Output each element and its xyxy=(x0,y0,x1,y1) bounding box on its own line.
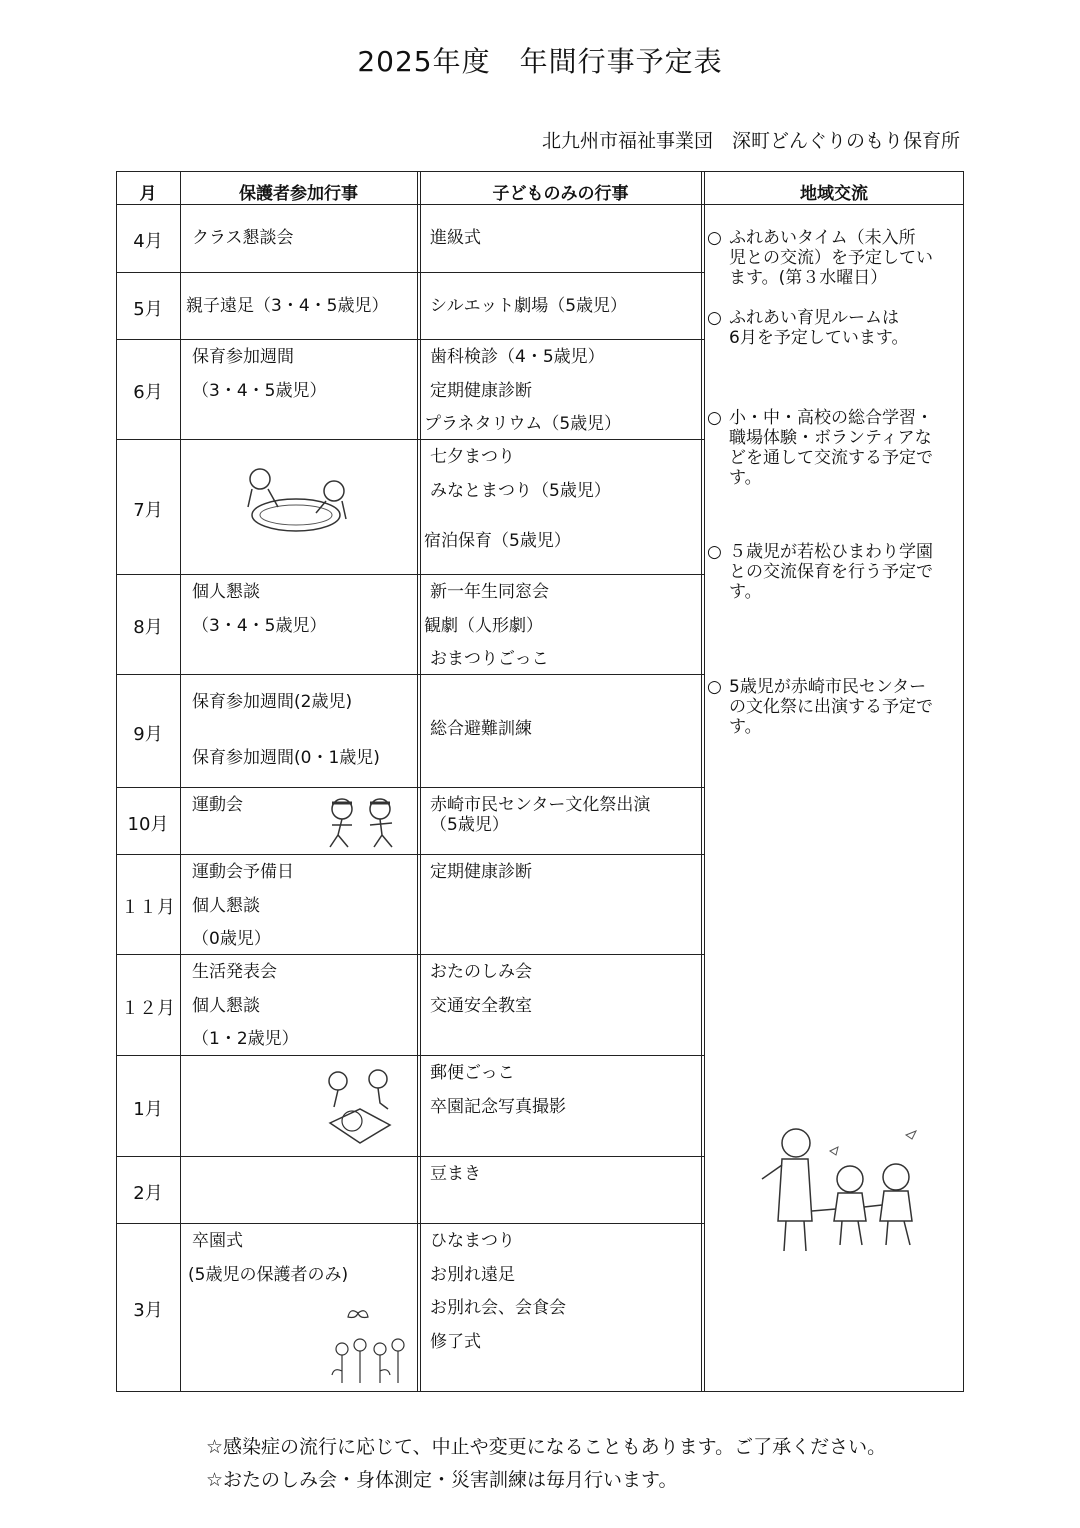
month-label: 9月 xyxy=(133,723,163,745)
parent-event: 保育参加週間 xyxy=(192,347,294,367)
parent-column-divider xyxy=(417,171,418,1392)
parent-event: (5歳児の保護者のみ) xyxy=(188,1264,349,1285)
child-event: 定期健康診断 xyxy=(430,380,532,401)
child-event: 宿泊保育（5歳児） xyxy=(424,531,571,551)
month-label: 2月 xyxy=(133,1182,163,1204)
community-column-divider xyxy=(704,171,705,1392)
child-event: 定期健康診断 xyxy=(430,862,532,882)
child-event: ひなまつり xyxy=(430,1231,515,1251)
parent-event: 運動会予備日 xyxy=(192,862,294,882)
month-label: 8月 xyxy=(133,617,163,638)
organization-name: 北九州市福祉事業団 深町どんぐりのもり保育所 xyxy=(541,130,960,152)
row-divider xyxy=(116,439,704,440)
tulips-butterfly-illustration xyxy=(328,1305,410,1385)
month-label: 6月 xyxy=(133,382,163,403)
new-year-children-illustration xyxy=(316,1063,396,1155)
parent-event: 個人懇談 xyxy=(192,995,260,1016)
child-event: 七夕まつり xyxy=(430,447,515,467)
row-divider xyxy=(116,574,704,575)
child-event: プラネタリウム（5歳児） xyxy=(424,414,622,434)
parent-event: （3・4・5歳児） xyxy=(192,615,327,636)
child-event: 歯科検診（4・5歳児） xyxy=(430,347,605,367)
parent-event: 保育参加週間(0・1歳児) xyxy=(192,748,380,768)
parent-event: （1・2歳児） xyxy=(192,1029,299,1049)
child-event: 観劇（人形劇） xyxy=(424,615,543,636)
child-event: シルエット劇場（5歳児） xyxy=(430,296,628,316)
child-event: お別れ遠足 xyxy=(430,1264,515,1285)
month-label: １２月 xyxy=(121,997,175,1019)
header-parent-events: 保護者参加行事 xyxy=(239,184,358,204)
header-community: 地域交流 xyxy=(800,184,868,204)
parent-event: （0歳児） xyxy=(192,929,271,949)
parent-event: 生活発表会 xyxy=(192,962,277,982)
child-column-divider-a xyxy=(420,171,421,1392)
parent-event: 運動会 xyxy=(192,795,243,815)
teacher-and-children-illustration xyxy=(756,1121,926,1261)
month-label: 4月 xyxy=(133,231,163,252)
month-label: 5月 xyxy=(133,298,163,320)
child-event: 交通安全教室 xyxy=(430,995,532,1016)
row-divider xyxy=(116,1223,704,1224)
month-label: 10月 xyxy=(127,813,169,835)
header-child-events: 子どものみの行事 xyxy=(492,184,629,204)
page-title: 2025年度 年間行事予定表 xyxy=(357,45,723,78)
header-divider xyxy=(116,204,964,205)
parent-event: 卒園式 xyxy=(192,1231,243,1251)
community-item: ○ 5歳児が赤崎市民センター の文化祭に出演する予定で す。 xyxy=(707,677,933,737)
child-event: 新一年生同窓会 xyxy=(430,582,549,602)
child-event: 進級式 xyxy=(430,228,481,248)
children-playing-water-illustration xyxy=(238,463,348,543)
child-event: 豆まき xyxy=(430,1164,481,1184)
parent-event: 個人懇談 xyxy=(192,582,260,602)
child-column-divider-b xyxy=(701,171,702,1392)
month-label: 7月 xyxy=(133,499,163,521)
header-month: 月 xyxy=(139,184,157,204)
schedule-table xyxy=(116,171,964,1392)
month-label: 3月 xyxy=(133,1300,163,1321)
parent-event: 保育参加週間(2歳児) xyxy=(192,692,353,712)
footer-note: ☆おたのしみ会・身体測定・災害訓練は毎月行います。 xyxy=(206,1469,678,1491)
sports-day-children-illustration xyxy=(322,795,402,851)
child-event: おたのしみ会 xyxy=(430,962,532,982)
table-bottom-border xyxy=(116,1391,964,1392)
row-divider xyxy=(116,674,704,675)
community-item: ○ 小・中・高校の総合学習・ 職場体験・ボランティアな どを通して交流する予定で す。 xyxy=(707,408,933,488)
month-label: 1月 xyxy=(133,1098,163,1120)
row-divider xyxy=(116,954,704,955)
child-event: 卒園記念写真撮影 xyxy=(430,1096,566,1117)
child-event: おまつりごっこ xyxy=(430,649,549,669)
row-divider xyxy=(116,1156,704,1157)
month-column-divider xyxy=(180,171,181,1392)
row-divider xyxy=(116,272,704,273)
child-event: 修了式 xyxy=(430,1331,481,1352)
child-event: 郵便ごっこ xyxy=(430,1063,515,1083)
parent-event: 親子遠足（3・4・5歳児） xyxy=(186,296,389,316)
month-label: １１月 xyxy=(121,897,175,918)
table-left-border xyxy=(116,171,117,1392)
table-top-border xyxy=(116,171,964,172)
community-item: ○ ふれあい育児ルームは 6月を予定しています。 xyxy=(707,308,909,348)
community-item: ○ ５歳児が若松ひまわり学園 との交流保育を行う予定で す。 xyxy=(707,542,933,602)
table-right-border xyxy=(963,171,964,1392)
community-item: ○ ふれあいタイム（未入所 児との交流）を予定してい ます。(第３水曜日） xyxy=(707,228,933,288)
parent-event: クラス懇談会 xyxy=(192,228,294,248)
row-divider xyxy=(116,339,704,340)
child-event: 赤崎市民センター文化祭出演 xyxy=(430,795,651,815)
row-divider xyxy=(116,854,704,855)
parent-event: （3・4・5歳児） xyxy=(192,380,327,401)
row-divider xyxy=(116,1055,704,1056)
child-event: みなとまつり（5歳児） xyxy=(430,480,611,501)
child-event: お別れ会、会食会 xyxy=(430,1298,566,1318)
child-event: 総合避難訓練 xyxy=(430,719,532,739)
row-divider xyxy=(116,787,704,788)
parent-event: 個人懇談 xyxy=(192,895,260,916)
child-event: （5歳児） xyxy=(430,815,509,835)
footer-note: ☆感染症の流行に応じて、中止や変更になることもあります。ご了承ください。 xyxy=(206,1436,887,1458)
